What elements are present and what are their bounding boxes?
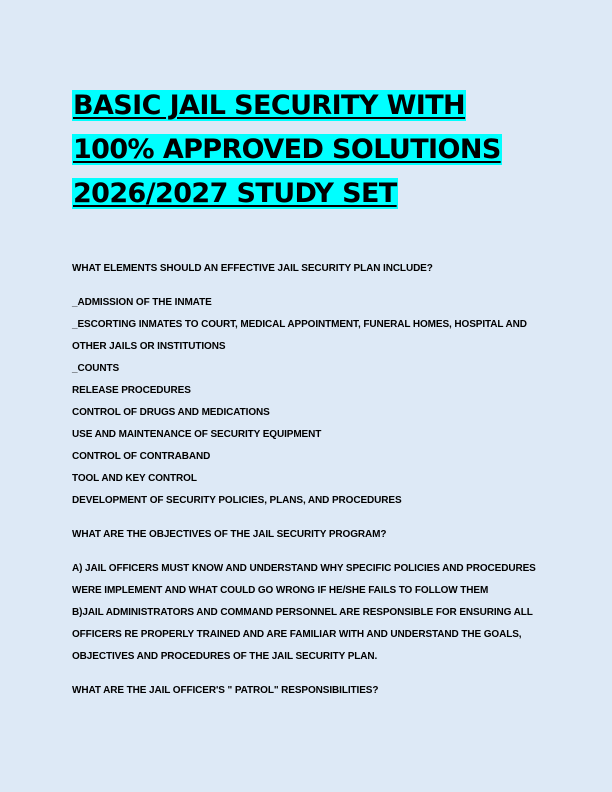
document-title xyxy=(72,84,552,216)
answer-2-line: OFFICERS RE PROPERLY TRAINED AND ARE FAMILIAR WITH AND UNDERSTAND THE GOALS, xyxy=(72,629,522,640)
answer-2-line: B)JAIL ADMINISTRATORS AND COMMAND PERSONNEL ARE RESPONSIBLE FOR ENSURING ALL xyxy=(72,607,533,618)
answer-1-line: _COUNTS xyxy=(72,363,120,374)
answer-1-line: RELEASE PROCEDURES xyxy=(72,385,191,396)
answer-2-line: A) JAIL OFFICERS MUST KNOW AND UNDERSTAND WHY SPECIFIC POLICIES AND PROCEDURES xyxy=(72,563,536,574)
title-line: BASIC JAIL SECURITY WITH xyxy=(73,90,466,121)
answer-1-line: _ADMISSION OF THE INMATE xyxy=(72,297,212,308)
answer-2-line: OBJECTIVES AND PROCEDURES OF THE JAIL SECURITY PLAN. xyxy=(72,651,378,662)
answer-2-line: WERE IMPLEMENT AND WHAT COULD GO WRONG IF HE/SHE FAILS TO FOLLOW THEM xyxy=(72,585,489,596)
answer-1-line: OTHER JAILS OR INSTITUTIONS xyxy=(72,341,226,352)
answer-1-line: _ESCORTING INMATES TO COURT, MEDICAL APPOINTMENT, FUNERAL HOMES, HOSPITAL AND xyxy=(72,319,527,330)
answer-1-line: CONTROL OF DRUGS AND MEDICATIONS xyxy=(72,407,270,418)
answer-1-line: CONTROL OF CONTRABAND xyxy=(72,451,211,462)
answer-1-line: TOOL AND KEY CONTROL xyxy=(72,473,197,484)
title-line: 2026/2027 STUDY SET xyxy=(73,178,397,209)
title-line: 100% APPROVED SOLUTIONS xyxy=(73,134,501,165)
answer-1-line: USE AND MAINTENANCE OF SECURITY EQUIPMENT xyxy=(72,429,322,440)
question-1: WHAT ELEMENTS SHOULD AN EFFECTIVE JAIL SECURITY PLAN INCLUDE? xyxy=(72,263,433,274)
question-3: WHAT ARE THE JAIL OFFICER'S " PATROL" RESPONSIBILITIES? xyxy=(72,685,379,696)
question-2: WHAT ARE THE OBJECTIVES OF THE JAIL SECURITY PROGRAM? xyxy=(72,529,387,540)
answer-1-line: DEVELOPMENT OF SECURITY POLICIES, PLANS, AND PROCEDURES xyxy=(72,495,402,506)
